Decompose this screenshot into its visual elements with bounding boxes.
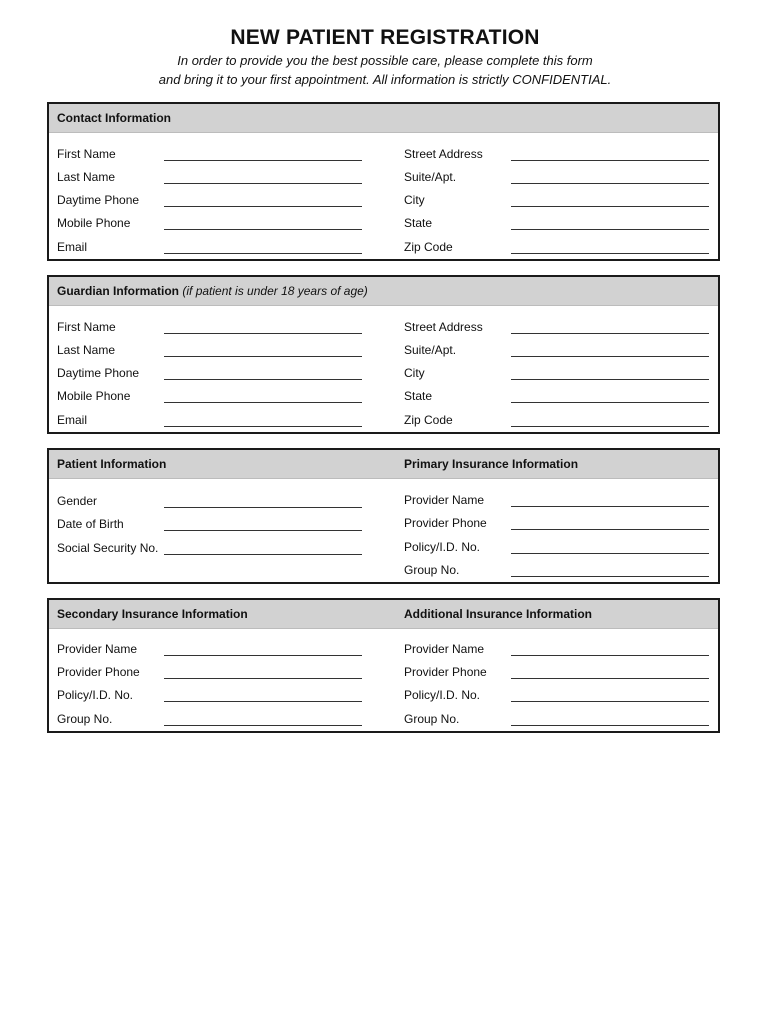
field-label: Social Security No. — [57, 541, 159, 555]
field-label: Provider Phone — [57, 665, 140, 679]
patient-information-section — [47, 448, 720, 584]
additional-provider-phone-field[interactable] — [404, 662, 724, 682]
contact-heading: Contact Information — [57, 111, 171, 125]
contact-city-field[interactable] — [404, 190, 724, 210]
write-line[interactable] — [164, 725, 362, 726]
write-line[interactable] — [511, 206, 709, 207]
write-line[interactable] — [511, 379, 709, 380]
guardian-street-address-field[interactable] — [404, 317, 724, 337]
field-label: Mobile Phone — [57, 389, 131, 403]
write-line[interactable] — [164, 333, 362, 334]
secondary-policy-id-field[interactable] — [57, 685, 377, 705]
field-label: Provider Phone — [404, 516, 487, 530]
field-label: Group No. — [404, 712, 460, 726]
write-line[interactable] — [164, 229, 362, 230]
contact-daytime-phone-field[interactable] — [57, 190, 377, 210]
write-line[interactable] — [511, 253, 709, 254]
guardian-city-field[interactable] — [404, 363, 724, 383]
secondary-provider-name-field[interactable] — [57, 639, 377, 659]
field-label: Policy/I.D. No. — [57, 688, 134, 702]
write-line[interactable] — [511, 529, 709, 530]
write-line[interactable] — [164, 253, 362, 254]
write-line[interactable] — [164, 183, 362, 184]
primary-provider-phone-field[interactable] — [404, 513, 724, 533]
write-line[interactable] — [164, 655, 362, 656]
write-line[interactable] — [511, 160, 709, 161]
guardian-heading-note: (if patient is under 18 years of age) — [182, 284, 368, 298]
field-label: Policy/I.D. No. — [404, 540, 481, 554]
field-label: Provider Name — [404, 642, 485, 656]
form-subtitle-line-1: In order to provide you the best possible care, please complete this form — [177, 53, 593, 68]
field-label: Last Name — [57, 343, 116, 357]
additional-group-no-field[interactable] — [404, 709, 724, 729]
field-label: Provider Name — [404, 493, 485, 507]
additional-policy-id-field[interactable] — [404, 685, 724, 705]
write-line[interactable] — [164, 530, 362, 531]
guardian-daytime-phone-field[interactable] — [57, 363, 377, 383]
field-label: State — [404, 216, 433, 230]
write-line[interactable] — [511, 576, 709, 577]
write-line[interactable] — [164, 426, 362, 427]
guardian-email-field[interactable] — [57, 410, 377, 430]
guardian-section-header — [49, 277, 718, 306]
write-line[interactable] — [164, 554, 362, 555]
contact-first-name-field[interactable] — [57, 144, 377, 164]
write-line[interactable] — [511, 229, 709, 230]
guardian-information-section — [47, 275, 720, 434]
field-label: Email — [57, 240, 88, 254]
write-line[interactable] — [511, 183, 709, 184]
field-label: State — [404, 389, 433, 403]
write-line[interactable] — [511, 655, 709, 656]
field-label: Provider Name — [57, 642, 138, 656]
write-line[interactable] — [164, 379, 362, 380]
contact-street-address-field[interactable] — [404, 144, 724, 164]
field-label: First Name — [57, 320, 116, 334]
field-label: City — [404, 366, 425, 380]
field-label: First Name — [57, 147, 116, 161]
contact-mobile-phone-field[interactable] — [57, 213, 377, 233]
write-line[interactable] — [511, 553, 709, 554]
guardian-first-name-field[interactable] — [57, 317, 377, 337]
field-label: Suite/Apt. — [404, 170, 457, 184]
write-line[interactable] — [511, 356, 709, 357]
guardian-state-field[interactable] — [404, 386, 724, 406]
field-label: Gender — [57, 494, 98, 508]
guardian-suite-field[interactable] — [404, 340, 724, 360]
primary-group-no-field[interactable] — [404, 560, 724, 580]
write-line[interactable] — [164, 402, 362, 403]
write-line[interactable] — [164, 678, 362, 679]
write-line[interactable] — [511, 426, 709, 427]
patient-gender-field[interactable] — [57, 491, 377, 511]
secondary-insurance-heading: Secondary Insurance Information — [57, 607, 248, 621]
form-title: NEW PATIENT REGISTRATION — [230, 26, 540, 49]
guardian-mobile-phone-field[interactable] — [57, 386, 377, 406]
primary-insurance-heading: Primary Insurance Information — [404, 457, 579, 471]
write-line[interactable] — [164, 507, 362, 508]
primary-policy-id-field[interactable] — [404, 537, 724, 557]
primary-provider-name-field[interactable] — [404, 490, 724, 510]
field-label: Last Name — [57, 170, 116, 184]
patient-heading: Patient Information — [57, 457, 167, 471]
write-line[interactable] — [511, 333, 709, 334]
patient-section-header — [49, 450, 718, 479]
field-label: Date of Birth — [57, 517, 124, 531]
patient-date-of-birth-field[interactable] — [57, 514, 377, 534]
secondary-provider-phone-field[interactable] — [57, 662, 377, 682]
field-label: Suite/Apt. — [404, 343, 457, 357]
insurance-section — [47, 598, 720, 733]
field-label: Street Address — [404, 320, 483, 334]
guardian-heading-wrap — [57, 284, 368, 298]
write-line[interactable] — [511, 725, 709, 726]
write-line[interactable] — [511, 402, 709, 403]
write-line[interactable] — [164, 701, 362, 702]
field-label: Zip Code — [404, 240, 453, 254]
secondary-group-no-field[interactable] — [57, 709, 377, 729]
write-line[interactable] — [511, 506, 709, 507]
field-label: Zip Code — [404, 413, 453, 427]
field-label: Street Address — [404, 147, 483, 161]
field-label: Group No. — [57, 712, 113, 726]
write-line[interactable] — [164, 206, 362, 207]
guardian-last-name-field[interactable] — [57, 340, 377, 360]
field-label: Email — [57, 413, 88, 427]
contact-section-header — [49, 104, 718, 133]
contact-zip-code-field[interactable] — [404, 237, 724, 257]
contact-information-section — [47, 102, 720, 261]
contact-suite-field[interactable] — [404, 167, 724, 187]
write-line[interactable] — [511, 678, 709, 679]
insurance-section-header — [49, 600, 718, 629]
field-label: Daytime Phone — [57, 366, 140, 380]
guardian-heading: Guardian Information — [57, 284, 180, 298]
contact-email-field[interactable] — [57, 237, 377, 257]
field-label: City — [404, 193, 425, 207]
field-label: Provider Phone — [404, 665, 487, 679]
field-label: Policy/I.D. No. — [404, 688, 481, 702]
additional-provider-name-field[interactable] — [404, 639, 724, 659]
additional-insurance-heading: Additional Insurance Information — [404, 607, 593, 621]
write-line[interactable] — [164, 160, 362, 161]
patient-ssn-field[interactable] — [57, 538, 377, 558]
write-line[interactable] — [164, 356, 362, 357]
form-subtitle-line-2: and bring it to your first appointment. All information is strictly CONFIDENTIAL. — [158, 72, 612, 87]
field-label: Daytime Phone — [57, 193, 140, 207]
contact-last-name-field[interactable] — [57, 167, 377, 187]
contact-state-field[interactable] — [404, 213, 724, 233]
guardian-zip-code-field[interactable] — [404, 410, 724, 430]
write-line[interactable] — [511, 701, 709, 702]
field-label: Group No. — [404, 563, 460, 577]
field-label: Mobile Phone — [57, 216, 131, 230]
